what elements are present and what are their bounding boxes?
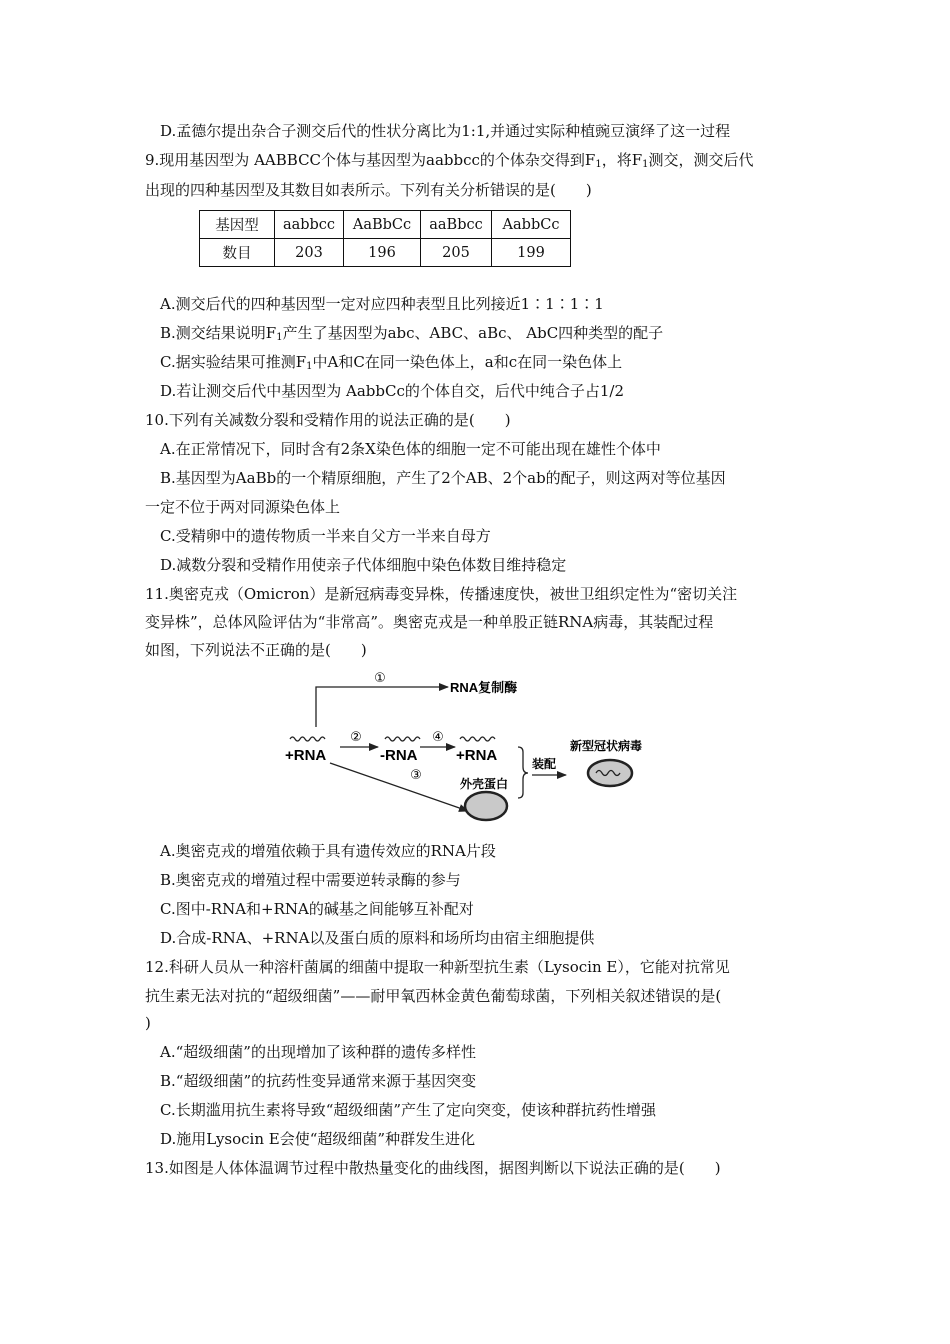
- table-cell: aabbcc: [275, 211, 344, 239]
- q9-option-d: D.若让测交后代中基因型为 AabbCc的个体自交，后代中纯合子占1/2: [160, 382, 625, 400]
- q9-stem-part: 9.现用基因型为 AABBCC个体与基因型为aabbcc的个体杂交得到F: [145, 151, 596, 169]
- arrow-step3: [330, 763, 468, 811]
- q9-option-a: A.测交后代的四种基因型一定对应四种表型且比列接近1∶1∶1∶1: [160, 295, 604, 313]
- table-cell: 基因型: [200, 211, 275, 239]
- subscript: 1: [276, 332, 283, 343]
- table-cell: 205: [421, 239, 492, 267]
- assemble-label: 装配: [532, 757, 557, 771]
- q10-option-b-line1: B.基因型为AaBb的一个精原细胞，产生了2个AB、2个ab的配子，则这两对等位基因: [160, 469, 726, 487]
- q12-stem-line1: 12.科研人员从一种溶杆菌属的细菌中提取一种新型抗生素（Lysocin E），它能对抗常见: [145, 958, 730, 976]
- q12-option-b: B.“超级细菌”的抗药性变异通常来源于基因突变: [160, 1072, 477, 1090]
- step3-label: ③: [410, 767, 422, 782]
- q11-option-b: B.奥密克戎的增殖过程中需要逆转录酶的参与: [160, 871, 461, 889]
- q11-stem-line1: 11.奥密克戎（Omicron）是新冠病毒变异株，传播速度快，被世卫组织定性为“密切关注: [145, 585, 738, 603]
- q9-option-c: [160, 352, 622, 377]
- plus-rna-label: +RNA: [456, 747, 498, 764]
- option-part: B.测交结果说明F: [160, 324, 277, 342]
- q9-option-b: [160, 323, 663, 348]
- option-part: 产生了基因型为abc、ABC、aBc、 AbC四种类型的配子: [282, 324, 664, 342]
- q11-option-a: A.奥密克戎的增殖依赖于具有遗传效应的RNA片段: [160, 842, 496, 860]
- minus-rna-strand-icon: [385, 737, 420, 741]
- rna-replicase-label: RNA复制酶: [450, 680, 518, 695]
- step1-label: ①: [374, 670, 386, 685]
- table-row: [200, 211, 571, 239]
- q13-stem: 13.如图是人体体温调节过程中散热量变化的曲线图，据图判断以下说法正确的是( ): [145, 1159, 721, 1177]
- q11-stem-line3: 如图，下列说法不正确的是( ): [145, 641, 367, 659]
- subscript: 1: [306, 361, 313, 372]
- table-cell: 199: [492, 239, 571, 267]
- table-row: [200, 239, 571, 267]
- step2-label: ②: [350, 729, 362, 744]
- arrow-step1: [316, 687, 448, 727]
- table-cell: aaBbcc: [421, 211, 492, 239]
- subscript: 1: [642, 159, 649, 170]
- q10-option-c: C.受精卵中的遗传物质一半来自父方一半来自母方: [160, 527, 491, 545]
- subscript: 1: [595, 159, 602, 170]
- option-part: C.据实验结果可推测F: [160, 353, 307, 371]
- q9-stem-line2: 出现的四种基因型及其数目如表所示。下列有关分析错误的是( ): [145, 181, 592, 199]
- plus-rna-label: +RNA: [285, 747, 327, 764]
- capsid-protein-icon: [465, 792, 507, 820]
- q10-option-d: D.减数分裂和受精作用使亲子代体细胞中染色体数目维持稳定: [160, 556, 567, 574]
- virus-label: 新型冠状病毒: [570, 739, 643, 753]
- q11-option-c: C.图中-RNA和+RNA的碱基之间能够互补配对: [160, 900, 474, 918]
- q11-stem-line2: 变异株”，总体风险评估为“非常高”。奥密克戎是一种单股正链RNA病毒，其装配过程: [145, 613, 714, 631]
- q9-stem-line1: [145, 150, 754, 175]
- q10-option-b-line2: 一定不位于两对同源染色体上: [145, 498, 341, 516]
- q10-stem: 10.下列有关减数分裂和受精作用的说法正确的是( ): [145, 411, 511, 429]
- q12-option-a: A.“超级细菌”的出现增加了该种群的遗传多样性: [160, 1043, 476, 1061]
- plus-rna-strand-icon: [460, 737, 495, 741]
- q8-option-d: D.孟德尔提出杂合子测交后代的性状分离比为1:1,并通过实际种植豌豆演绎了这一过程: [160, 122, 731, 140]
- q11-option-d: D.合成-RNA、+RNA以及蛋白质的原料和场所均由宿主细胞提供: [160, 929, 595, 947]
- virus-assembly-diagram: [270, 665, 690, 825]
- plus-rna-strand-icon: [290, 737, 325, 741]
- option-part: 中A和C在同一染色体上，a和c在同一染色体上: [312, 353, 623, 371]
- table-cell: 203: [275, 239, 344, 267]
- q12-option-c: C.长期滥用抗生素将导致“超级细菌”产生了定向突变，使该种群抗药性增强: [160, 1101, 657, 1119]
- q9-stem-part: ，将F: [601, 151, 643, 169]
- table-cell: AaBbCc: [344, 211, 421, 239]
- q10-option-a: A.在正常情况下，同时含有2条X染色体的细胞一定不可能出现在雄性个体中: [160, 440, 661, 458]
- minus-rna-label: -RNA: [380, 747, 418, 764]
- coronavirus-icon: [588, 760, 632, 786]
- step4-label: ④: [432, 729, 444, 744]
- q12-option-d: D.施用Lysocin E会使“超级细菌”种群发生进化: [160, 1130, 476, 1148]
- assembly-bracket: [518, 747, 528, 798]
- table-cell: 196: [344, 239, 421, 267]
- table-cell: AabbCc: [492, 211, 571, 239]
- q9-stem-part: 测交，测交后代: [648, 151, 754, 169]
- capsid-label: 外壳蛋白: [460, 777, 509, 791]
- table-cell: 数目: [200, 239, 275, 267]
- genotype-table: [199, 210, 571, 267]
- q12-stem-line2: 抗生素无法对抗的“超级细菌”——耐甲氧西林金黄色葡萄球菌，下列相关叙述错误的是(: [145, 987, 722, 1005]
- q12-stem-line3: ): [145, 1014, 151, 1032]
